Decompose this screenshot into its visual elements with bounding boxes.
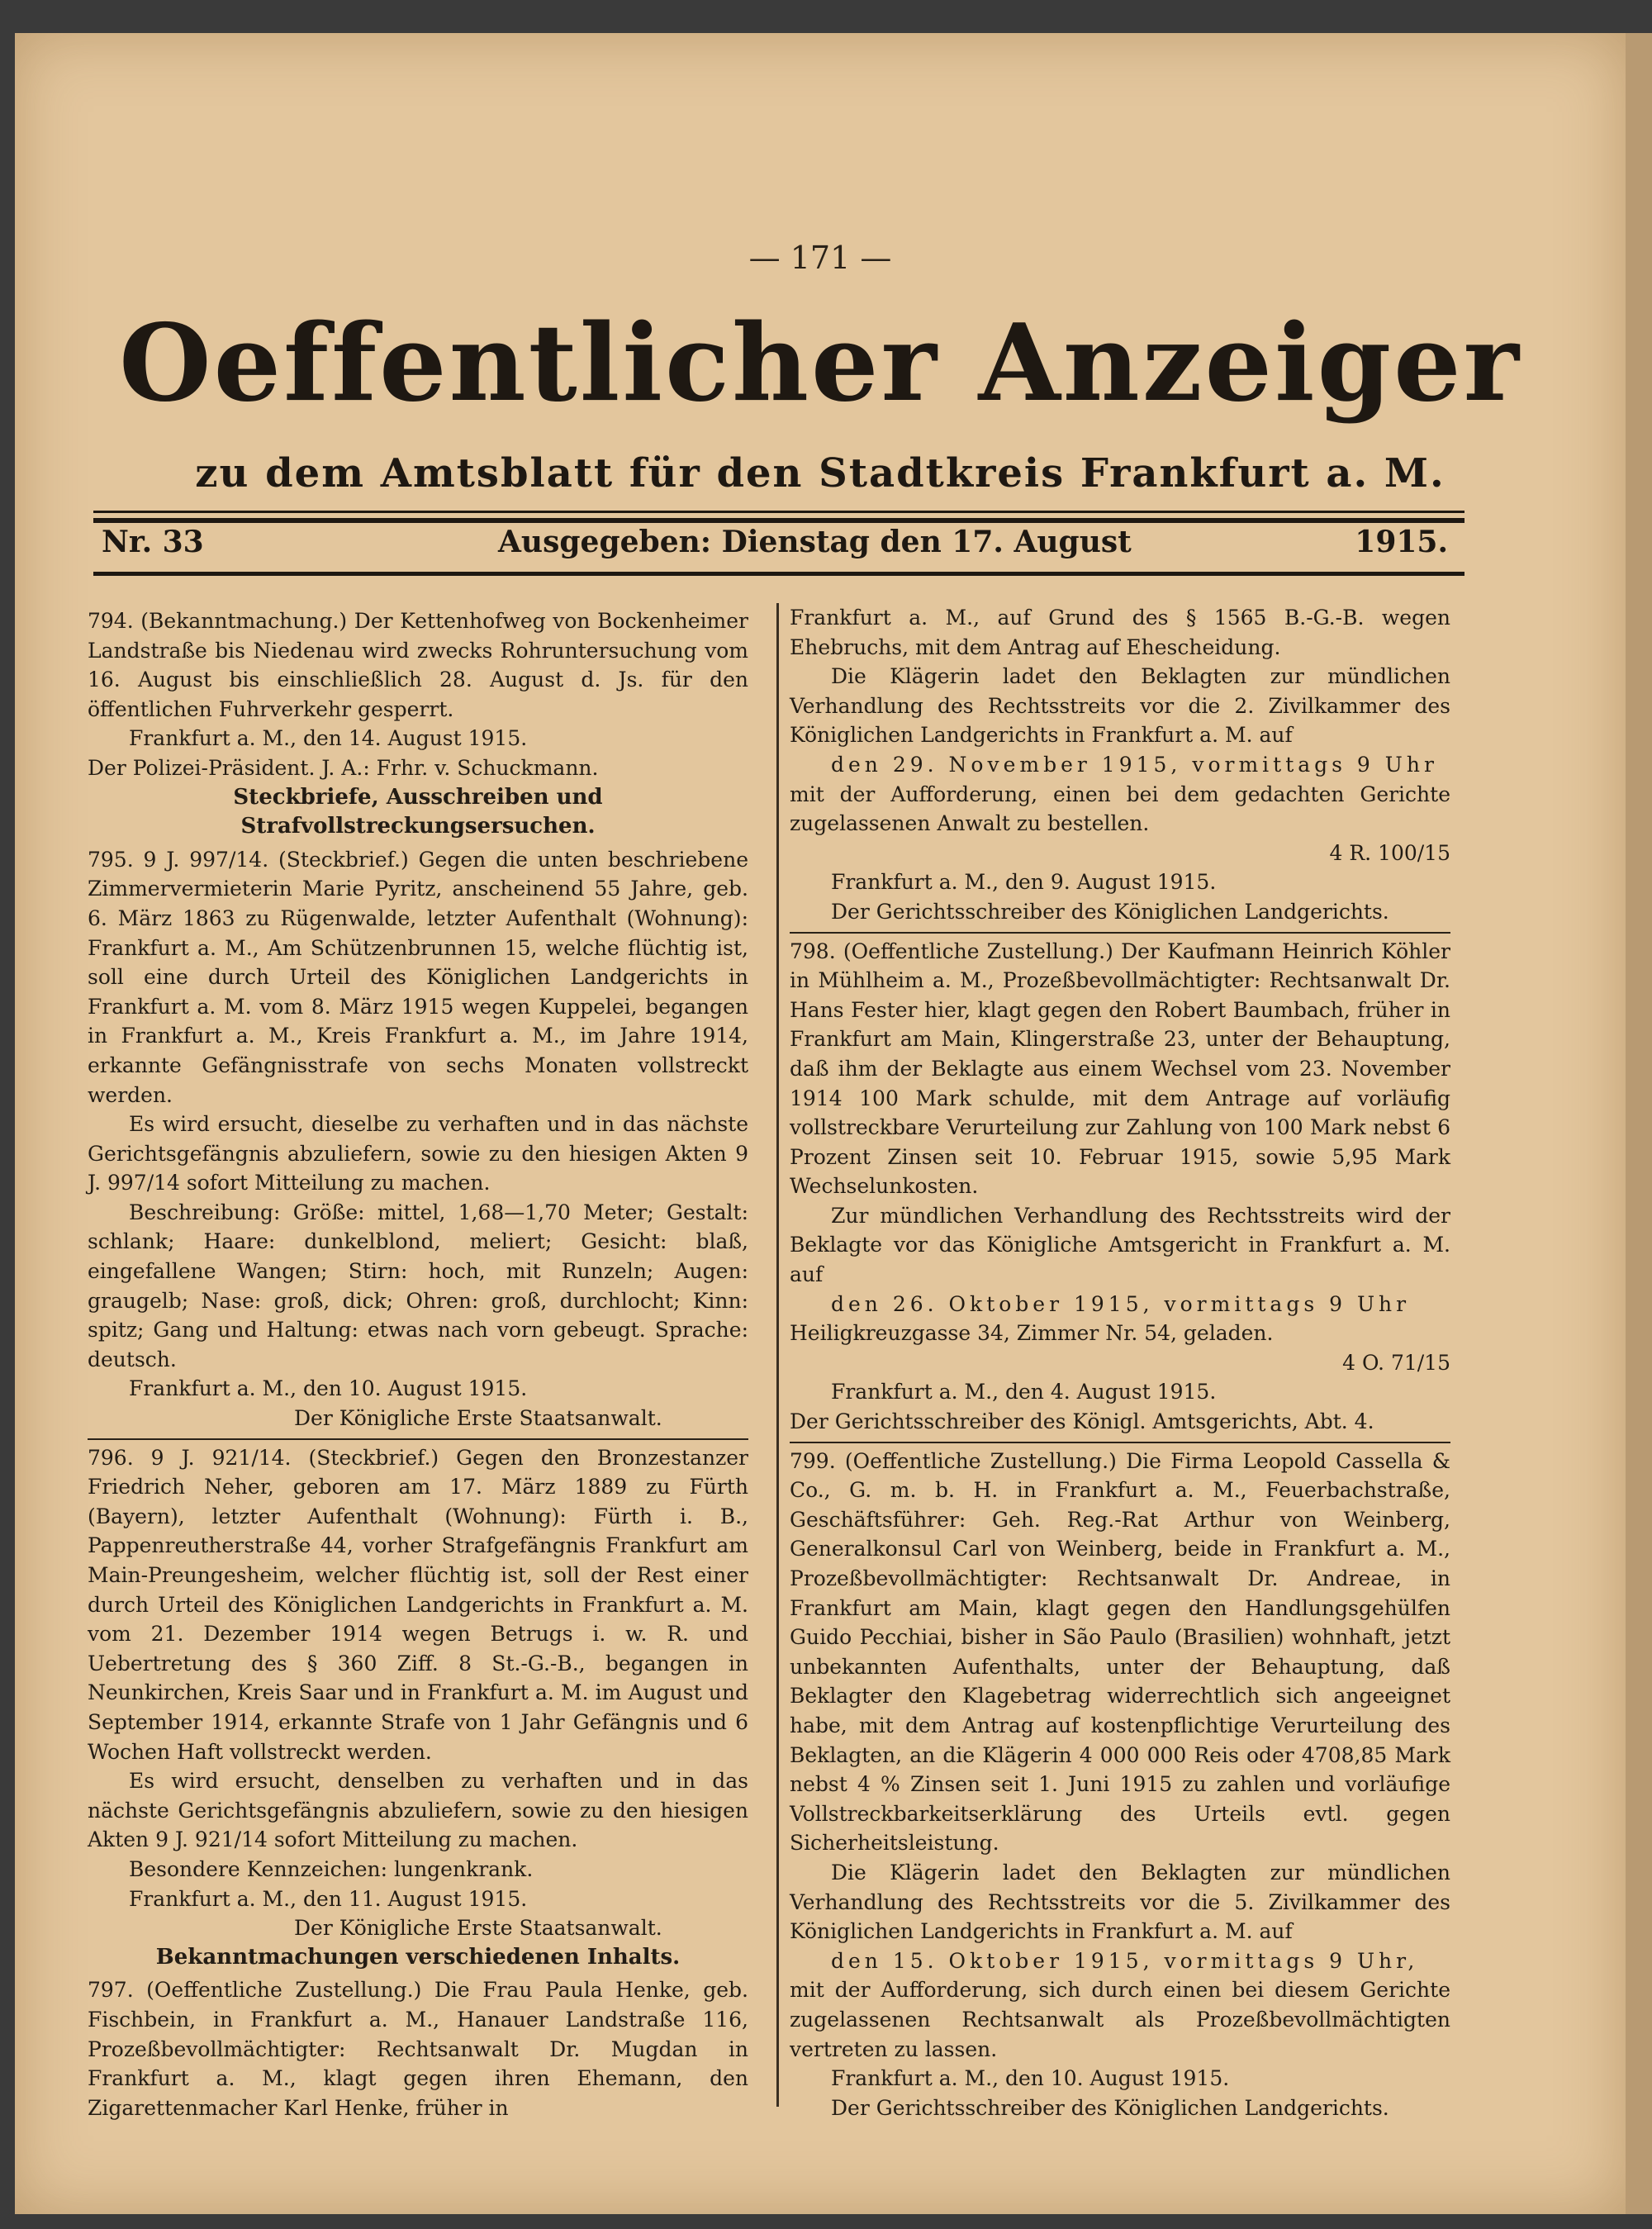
issue-number: Nr. 33: [102, 525, 204, 559]
notice-794-place: Frankfurt a. M., den 14. August 1915.: [129, 726, 528, 751]
notice-799-body: 799. (Oeffentliche Zustellung.) Die Firma Leopold Cassella & Co., G. m. b. H. in Frankfurt a. M., Feuerbachstraße, Geschäftsführer: Geh. Reg.-Rat Arthur von Weinberg, Generalkonsul Carl von Weinberg, beide in Frankfurt a. M., Prozeßbevollmächtigter: Rechtsanwalt Dr. Andreae, in Frankfurt am Main, klagt gegen den Handlungsgehülfen Guido Pecchiai, bisher in São Paulo (Brasilien) wohnhaft, jetzt unbekannten Aufenthalts, unter der Behauptung, daß Beklagter den Klagebetrag widerrechtlich sich angeeignet habe, mit dem Antrag auf kostenpflichtige Verurteilung des Beklagten, an die Klägerin 4 000 000 Reis oder 4708,85 Mark nebst 4 % Zinsen seit 1. Juni 1915 zu zahlen und vorläufige Vollstreckbarkeitserklärung des Urteils evtl. gegen Sicherheitsleistung.: [790, 1448, 1450, 1856]
notice-799-request: mit der Aufforderung, sich durch einen bei diesem Gerichte zugelassenen Rechtsanwalt als Prozeßbevollmächtigten vertreten zu lassen.: [790, 1978, 1450, 2061]
top-rule-thick: [93, 518, 1464, 523]
notice-799-place: Frankfurt a. M., den 10. August 1915.: [831, 2066, 1230, 2091]
dateline: [93, 525, 1464, 574]
notice-796-place: Frankfurt a. M., den 11. August 1915.: [129, 1886, 528, 1911]
notice-796-marks: Besondere Kennzeichen: lungenkrank.: [129, 1856, 534, 1881]
notice-794-text: 794. (Bekanntmachung.) Der Kettenhofweg von Bockenheimer Landstraße bis Niedenau wird zwecks Rohruntersuchung vom 16. August bis einschließlich 28. August d. Js. für den öffentlichen Fuhrverkehr gesperrt.: [88, 609, 748, 721]
left-column: [88, 603, 748, 2122]
notice-797-place: Frankfurt a. M., den 9. August 1915.: [831, 870, 1217, 895]
notice-794-signature: Der Polizei-Präsident. J. A.: Frhr. v. Schuckmann.: [88, 755, 599, 780]
separator: [790, 932, 1450, 934]
notice-797-signature: Der Gerichtsschreiber des Königlichen Landgerichts.: [831, 899, 1389, 924]
notice-798-signature: Der Gerichtsschreiber des Königl. Amtsgerichts, Abt. 4.: [790, 1409, 1374, 1434]
notice-796: [88, 1443, 748, 1943]
notice-797-cont-text: Frankfurt a. M., auf Grund des § 1565 B.-G.-B. wegen Ehebruchs, mit dem Antrag auf Ehescheidung.: [790, 606, 1450, 659]
notice-796-signature: Der Königliche Erste Staatsanwalt.: [294, 1916, 662, 1941]
notice-797-body: 797. (Oeffentliche Zustellung.) Die Frau Paula Henke, geb. Fischbein, in Frankfurt a. M., Hanauer Landstraße 116, Prozeßbevollmächtigter: Rechtsanwalt Dr. Mugdan in Frankfurt a. M., klagt gegen ihren Ehemann, den Zigarettenmacher Karl Henke, früher in: [88, 1978, 748, 2120]
issue-date: Ausgegeben: Dienstag den 17. August: [498, 525, 1132, 559]
notice-797-continued: [790, 603, 1450, 927]
notice-799-summons: Die Klägerin ladet den Beklagten zur mündlichen Verhandlung des Rechtsstreits vor die 5. Zivilkammer des Königlichen Landgerichts in Frankfurt a. M. auf: [790, 1860, 1450, 1944]
top-rule-thin: [93, 511, 1464, 513]
notice-795-request: Es wird ersucht, dieselbe zu verhaften und in das nächste Gerichtsgefängnis abzuliefern, sowie zu den hiesigen Akten 9 J. 997/14 sofort Mitteilung zu machen.: [88, 1112, 748, 1195]
notice-798-summons: Zur mündlichen Verhandlung des Rechtsstreits wird der Beklagte vor das Königliche Amtsgericht in Frankfurt a. M. auf: [790, 1203, 1450, 1287]
separator: [790, 1442, 1450, 1443]
section-heading-misc: Bekanntmachungen verschiedenen Inhalts.: [155, 1944, 681, 1970]
notice-796-request: Es wird ersucht, denselben zu verhaften und in das nächste Gerichtsgefängnis abzuliefern, sowie zu den hiesigen Akten 9 J. 921/14 sofort Mitteilung zu machen.: [88, 1769, 748, 1852]
section-heading-warrants: Steckbriefe, Ausschreiben und Strafvollstreckungsersuchen.: [233, 784, 603, 839]
notice-797-ref: 4 R. 100/15: [1329, 840, 1450, 865]
notice-795-place: Frankfurt a. M., den 10. August 1915.: [129, 1376, 528, 1401]
notice-794: [88, 606, 748, 783]
notice-799: [790, 1447, 1450, 2123]
notice-797: [88, 1975, 748, 2122]
masthead-subtitle: zu dem Amtsblatt für den Stadtkreis Frankfurt a. M.: [195, 450, 1446, 497]
notice-798-ref: 4 O. 71/15: [1342, 1350, 1450, 1375]
column-divider: [776, 603, 779, 2107]
dateline-rule: [93, 572, 1464, 576]
notice-798-date: den 26. Oktober 1915, vormittags 9 Uhr: [831, 1291, 1411, 1316]
notice-795-body: 795. 9 J. 997/14. (Steckbrief.) Gegen die unten beschriebene Zimmervermieterin Marie Pyritz, anscheinend 55 Jahre, geb. 6. März 1863 zu Rügenwalde, letzter Aufenthalt (Wohnung): Frankfurt a. M., Am Schützenbrunnen 15, welche flüchtig ist, soll eine durch Urteil des Königlichen Landgerichts in Frankfurt a. M. vom 8. März 1915 wegen Kuppelei, begangen in Frankfurt a. M., Kreis Frankfurt a. M., im Jahre 1914, erkannte Gefängnisstrafe von sechs Monaten vollstreckt werden.: [88, 847, 748, 1107]
notice-797-summons: Die Klägerin ladet den Beklagten zur mündlichen Verhandlung des Rechtsstreits vor die 2. Zivilkammer des Königlichen Landgerichts in Frankfurt a. M. auf: [790, 664, 1450, 748]
notice-796-body: 796. 9 J. 921/14. (Steckbrief.) Gegen den Bronzestanzer Friedrich Neher, geboren am 17. März 1889 zu Fürth (Bayern), letzter Aufenthalt (Wohnung): Fürth i. B., Pappenreutherstraße 44, vorher Strafgefängnis Frankfurt am Main-Preungesheim, welcher flüchtig ist, soll der Rest einer durch Urteil des Königlichen Landgerichts in Frankfurt a. M. vom 21. Dezember 1914 wegen Betrugs i. w. R. und Uebertretung des § 360 Ziff. 8 St.-G.-B., begangen in Neunkirchen, Kreis Saar und in Frankfurt a. M. im August und September 1914, erkannte Strafe von 1 Jahr Gefängnis und 6 Wochen Haft vollstreckt werden.: [88, 1445, 748, 1764]
notice-795: [88, 845, 748, 1433]
notice-799-signature: Der Gerichtsschreiber des Königlichen Landgerichts.: [831, 2095, 1389, 2120]
notice-795-description: Beschreibung: Größe: mittel, 1,68—1,70 Meter; Gestalt: schlank; Haare: dunkelblond, meliert; Gesicht: blaß, eingefallene Wangen; Stirn: hoch, mit Runzeln; Augen: graugelb; Nase: groß, dick; Ohren: groß, durchlocht; Kinn: spitz; Gang und Haltung: etwas nach vorn gebeugt. Sprache: deutsch.: [88, 1200, 748, 1371]
page-edge: [1626, 33, 1652, 2214]
page-number: — 171 —: [748, 240, 892, 276]
issue-year: 1915.: [1355, 525, 1448, 559]
notice-798: [790, 937, 1450, 1437]
newspaper-page: [15, 33, 1626, 2214]
notice-797-date: den 29. November 1915, vormittags 9 Uhr: [831, 752, 1438, 777]
separator: [88, 1438, 748, 1440]
notice-798-location: Heiligkreuzgasse 34, Zimmer Nr. 54, geladen.: [790, 1321, 1274, 1346]
right-column: [790, 603, 1450, 2122]
masthead-title: Oeffentlicher Anzeiger: [119, 302, 1521, 425]
notice-797-request: mit der Aufforderung, einen bei dem gedachten Gerichte zugelassenen Anwalt zu bestellen.: [790, 782, 1450, 836]
notice-798-body: 798. (Oeffentliche Zustellung.) Der Kaufmann Heinrich Köhler in Mühlheim a. M., Prozeßbevollmächtigter: Rechtsanwalt Dr. Hans Fester hier, klagt gegen den Robert Baumbach, früher in Frankfurt am Main, Klingerstraße 23, unter der Behauptung, daß ihm der Beklagte aus einem Wechsel vom 23. November 1914 100 Mark schulde, mit dem Antrage auf vorläufig vollstreckbare Verurteilung zur Zahlung von 100 Mark nebst 6 Prozent Zinsen seit 10. Februar 1915, sowie 5,95 Mark Wechselunkosten.: [790, 939, 1450, 1199]
notice-795-signature: Der Königliche Erste Staatsanwalt.: [294, 1406, 662, 1431]
notice-799-date: den 15. Oktober 1915, vormittags 9 Uhr,: [831, 1948, 1419, 1973]
notice-798-place: Frankfurt a. M., den 4. August 1915.: [831, 1380, 1217, 1404]
